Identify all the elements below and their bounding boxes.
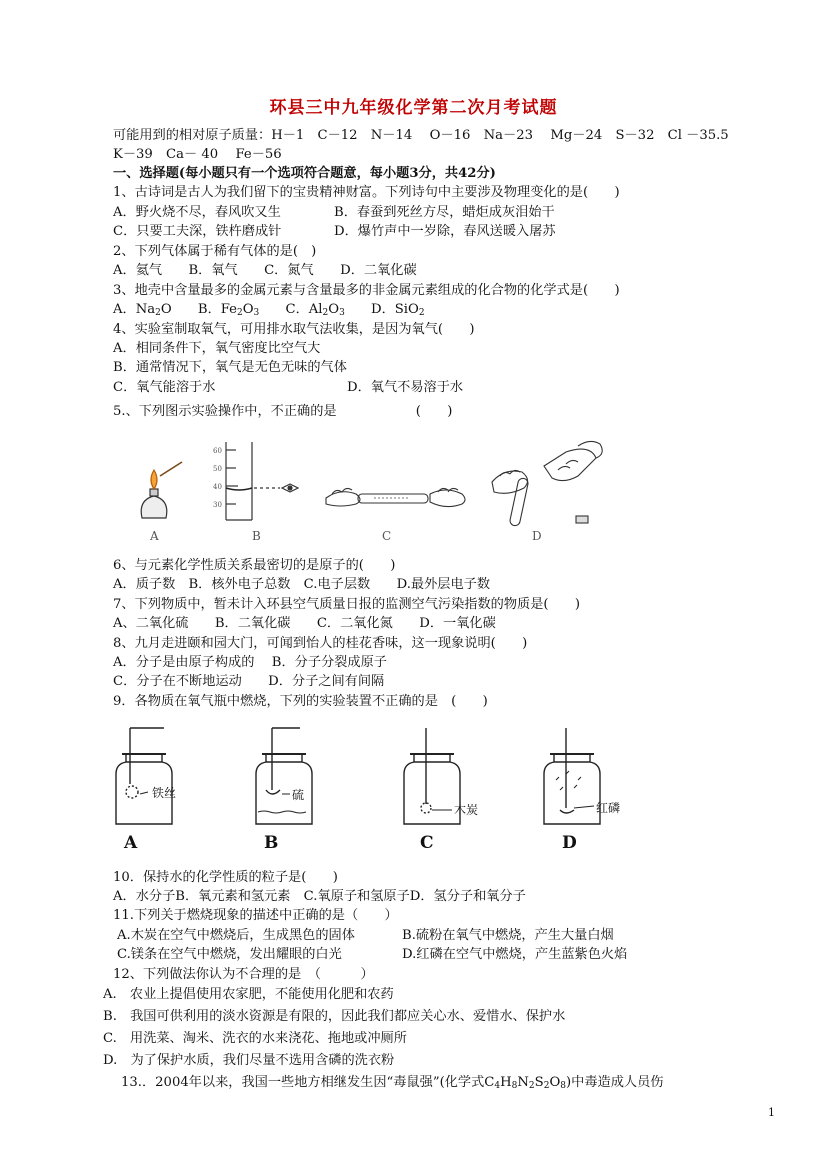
q1-option-c: C．只要工夫深，铁杵磨成针 (113, 224, 282, 239)
pouring-reagent-icon (492, 441, 602, 526)
q12-option-b: B. 我国可供利用的淡水资源是有限的，因此我们都应关心水、爱惜水、保护水 (103, 1009, 566, 1024)
jar-d-substance: 红磷 (596, 801, 621, 815)
q8-stem: 8、九月走进颐和园大门，可闻到怡人的桂花香味，这一现象说明( ) (113, 636, 528, 651)
q6-options: A．质子数 B．核外电子总数 C.电子层数 D.最外层电子数 (113, 577, 491, 592)
q9-stem: 9．各物质在氧气瓶中燃烧，下列的实验装置不正确的是 ( ) (113, 694, 488, 709)
atomic-masses-line2: K－39 Ca－ 40 Fe－56 (113, 147, 282, 162)
q3-option-b: B．$Fe_2O_3$ (197, 302, 260, 318)
q12-option-c: C. 用洗菜、淘米、洗衣的水来浇花、拖地或冲厕所 (103, 1031, 407, 1046)
cylinder-tick-30: 30 (213, 501, 222, 509)
q8-options-cd: C．分子在不断地运动 D．分子之间有间隔 (113, 674, 385, 689)
gas-jar-d-icon (544, 728, 600, 824)
jar-b-letter: B (264, 833, 279, 853)
q4-option-c: C．氧气能溶于水 (113, 380, 216, 395)
q2-stem: 2、下列气体属于稀有气体的是( ) (113, 244, 317, 259)
cylinder-tick-50: 50 (213, 465, 222, 473)
q1-option-d: D．爆竹声中一岁除，春风送暖入屠苏 (334, 224, 556, 239)
q6-stem: 6、与元素化学性质关系最密切的是原子的( ) (113, 558, 396, 573)
q1-stem: 1、古诗词是古人为我们留下的宝贵精神财富。下列诗句中主要涉及物理变化的是( ) (113, 185, 620, 200)
q8-options-ab: A．分子是由原子构成的 B．分子分裂成原子 (113, 655, 387, 670)
jar-c-substance: 木炭 (454, 803, 479, 817)
figure-label-d: D (532, 529, 542, 543)
q3-option-d: D．SiO$_2$ (371, 302, 425, 318)
jar-b-substance: 硫 (292, 788, 305, 802)
figure-label-b: B (252, 529, 261, 543)
q3-options (113, 301, 425, 319)
q4-option-a: A．相同条件下，氧气密度比空气大 (113, 341, 321, 356)
jar-c-letter: C (420, 833, 434, 853)
page-number: 1 (768, 1106, 775, 1119)
q9-figure (104, 724, 644, 862)
q5-figure (120, 436, 620, 548)
q2-options: A．氦气 B．氧气 C．氮气 D．二氧化碳 (113, 263, 417, 278)
q5-stem: 5.、下列图示实验操作中，不正确的是 ( ) (113, 404, 453, 419)
section-heading: 一、选择题(每小题只有一个选项符合题意，每小题3分，共42分) (113, 166, 496, 181)
q12-option-d: D. 为了保护水质，我们尽量不选用含磷的洗衣粉 (103, 1053, 395, 1068)
page-title: 环县三中九年级化学第二次月考试题 (269, 98, 558, 118)
q10-stem: 10．保持水的化学性质的粒子是( ) (113, 870, 338, 885)
cylinder-tick-60: 60 (213, 447, 222, 455)
q10-options: A．水分子B．氧元素和氢元素 C.氧原子和氢原子D．氢分子和氧分子 (113, 889, 526, 904)
q1-option-b: B．春蚕到死丝方尽，蜡炬成灰泪始干 (334, 205, 555, 220)
cylinder-tick-40: 40 (213, 483, 222, 491)
jar-d-letter: D (562, 833, 577, 853)
hands-test-tube-icon (326, 488, 465, 506)
q4-option-d: D．氧气不易溶于水 (347, 380, 464, 395)
graduated-cylinder-icon (226, 442, 298, 520)
atomic-masses-line1: 可能用到的相对原子质量：H－1 C－12 N－14 O－16 Na－23 Mg－24 S－32 Cl －35.5 (113, 128, 729, 143)
q11-option-a: A.木炭在空气中燃烧后，生成黑色的固体 (117, 928, 355, 943)
jar-a-substance: 铁丝 (152, 786, 177, 800)
q11-option-b: B.硫粉在氧气中燃烧，产生大量白烟 (402, 928, 614, 943)
q4-stem: 4、实验室制取氧气，可用排水取气法收集，是因为氧气( ) (113, 322, 475, 337)
q11-option-c: C.镁条在空气中燃烧，发出耀眼的白光 (117, 947, 342, 962)
q11-stem: 11.下列关于燃烧现象的描述中正确的是（ ） (113, 908, 398, 923)
q3-stem: 3、地壳中含量最多的金属元素与含量最多的非金属元素组成的化合物的化学式是( ) (113, 283, 620, 298)
q4-option-b: B．通常情况下，氧气是无色无味的气体 (113, 360, 347, 375)
q3-option-a: A．$Na_2O$ (113, 302, 172, 318)
figure-label-c: C (382, 529, 392, 543)
gas-jar-b-icon (256, 728, 312, 824)
jar-a-letter: A (124, 833, 138, 853)
q1-option-a: A．野火烧不尽，春风吹又生 (113, 205, 281, 220)
q7-stem: 7、下列物质中，暂未计入环县空气质量日报的监测空气污染指数的物质是( ) (113, 597, 581, 612)
q3-option-c: C．$Al_2O_3$ (285, 302, 345, 318)
q12-stem: 12、下列做法你认为不合理的是 （ ） (113, 967, 374, 982)
q13-stem: 13.．2004年以来，我国一些地方相继发生因“毒鼠强”(化学式$C_4H_8N_2S_2O_8$)中毒造成人员伤 (121, 1075, 664, 1091)
figure-label-a: A (150, 529, 159, 543)
q11-option-d: D.红磷在空气中燃烧，产生蓝紫色火焰 (402, 947, 628, 962)
q7-options: A、二氧化硫 B．二氧化碳 C．二氧化氮 D．一氧化碳 (113, 616, 496, 631)
q12-option-a: A. 农业上提倡使用农家肥，不能使用化肥和农药 (103, 987, 394, 1002)
alcohol-lamp-icon (141, 462, 182, 518)
gas-jar-a-icon (116, 728, 172, 824)
